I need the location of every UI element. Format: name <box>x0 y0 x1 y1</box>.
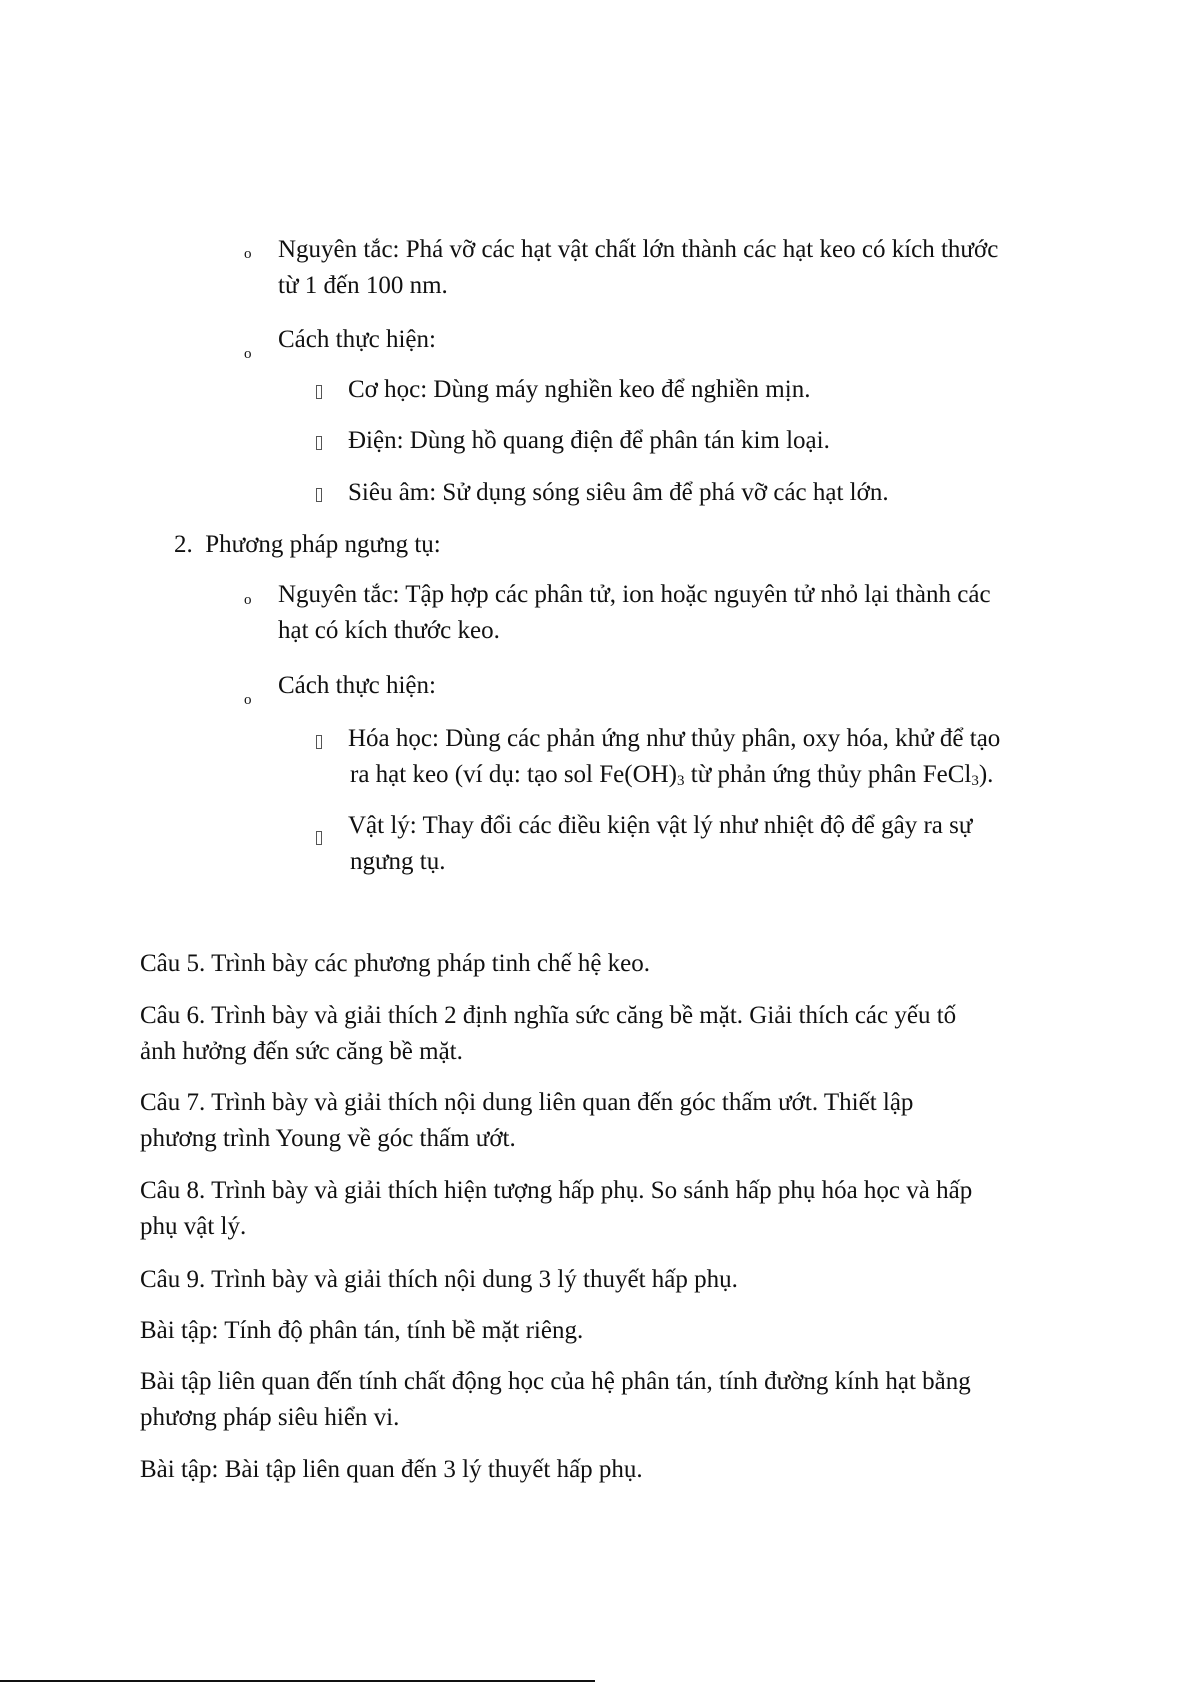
question-8: Câu 8. Trình bày và giải thích hiện tượng hấp phụ. So sánh hấp phụ hóa học và hấp <box>140 1177 973 1204</box>
question-7-continued: phương trình Young về góc thấm ướt. <box>140 1125 516 1152</box>
exercise-adsorption: Bài tập: Bài tập liên quan đến 3 lý thuyết hấp phụ. <box>140 1456 643 1483</box>
section-number: 2. <box>174 531 193 558</box>
question-7: Câu 7. Trình bày và giải thích nội dung liên quan đến góc thấm ướt. Thiết lập <box>140 1089 914 1116</box>
circle-bullet-icon: o <box>244 346 252 362</box>
question-8-continued: phụ vật lý. <box>140 1213 247 1240</box>
square-bullet-icon <box>316 488 322 502</box>
question-6-continued: ảnh hưởng đến sức căng bề mặt. <box>140 1038 463 1065</box>
principle-line-continued: từ 1 đến 100 nm. <box>278 272 448 299</box>
square-bullet-icon <box>316 831 322 845</box>
question-5: Câu 5. Trình bày các phương pháp tinh chế hệ keo. <box>140 950 651 977</box>
section-title: Phương pháp ngưng tụ: <box>205 531 441 558</box>
question-9: Câu 9. Trình bày và giải thích nội dung 3 lý thuyết hấp phụ. <box>140 1266 738 1293</box>
principle-line-continued: hạt có kích thước keo. <box>278 617 500 644</box>
circle-bullet-icon: o <box>244 692 252 708</box>
square-bullet-icon <box>316 385 322 399</box>
method-label: Cách thực hiện: <box>278 672 436 699</box>
footer-divider <box>0 1680 595 1682</box>
subitem-electrical: Điện: Dùng hồ quang điện để phân tán kim loại. <box>348 427 830 454</box>
square-bullet-icon <box>316 436 322 450</box>
circle-bullet-icon: o <box>244 592 252 608</box>
subitem-mechanical: Cơ học: Dùng máy nghiền keo để nghiền mịn. <box>348 376 811 403</box>
method-label: Cách thực hiện: <box>278 326 436 353</box>
principle-text: Phá vỡ các hạt vật chất lớn thành các hạt keo có kích thước <box>399 236 999 263</box>
exercise-kinetics: Bài tập liên quan đến tính chất động học của hệ phân tán, tính đường kính hạt bằng <box>140 1368 971 1395</box>
circle-bullet-icon: o <box>244 246 252 262</box>
subitem-physical: Vật lý: Thay đổi các điều kiện vật lý như nhiệt độ để gây ra sự <box>348 812 973 839</box>
principle-line: Nguyên tắc: Tập hợp các phân tử, ion hoặc nguyên tử nhỏ lại thành các <box>278 581 991 608</box>
square-bullet-icon <box>316 735 322 749</box>
subitem-physical-continued: ngưng tụ. <box>350 848 446 875</box>
subitem-chemical-continued: ra hạt keo (ví dụ: tạo sol $Fe(OH)_3$ từ phản ứng thủy phân FeCl$_3$). <box>350 761 994 789</box>
section-heading <box>174 527 441 563</box>
exercise-dispersion: Bài tập: Tính độ phân tán, tính bề mặt riêng. <box>140 1317 584 1344</box>
subitem-chemical: Hóa học: Dùng các phản ứng như thủy phân, oxy hóa, khử để tạo <box>348 725 1001 752</box>
exercise-kinetics-continued: phương pháp siêu hiển vi. <box>140 1404 400 1431</box>
question-6: Câu 6. Trình bày và giải thích 2 định nghĩa sức căng bề mặt. Giải thích các yếu tố <box>140 1002 957 1029</box>
subitem-ultrasonic: Siêu âm: Sử dụng sóng siêu âm để phá vỡ các hạt lớn. <box>348 479 889 506</box>
principle-line <box>278 232 998 268</box>
principle-label: Nguyên tắc: <box>278 236 400 263</box>
